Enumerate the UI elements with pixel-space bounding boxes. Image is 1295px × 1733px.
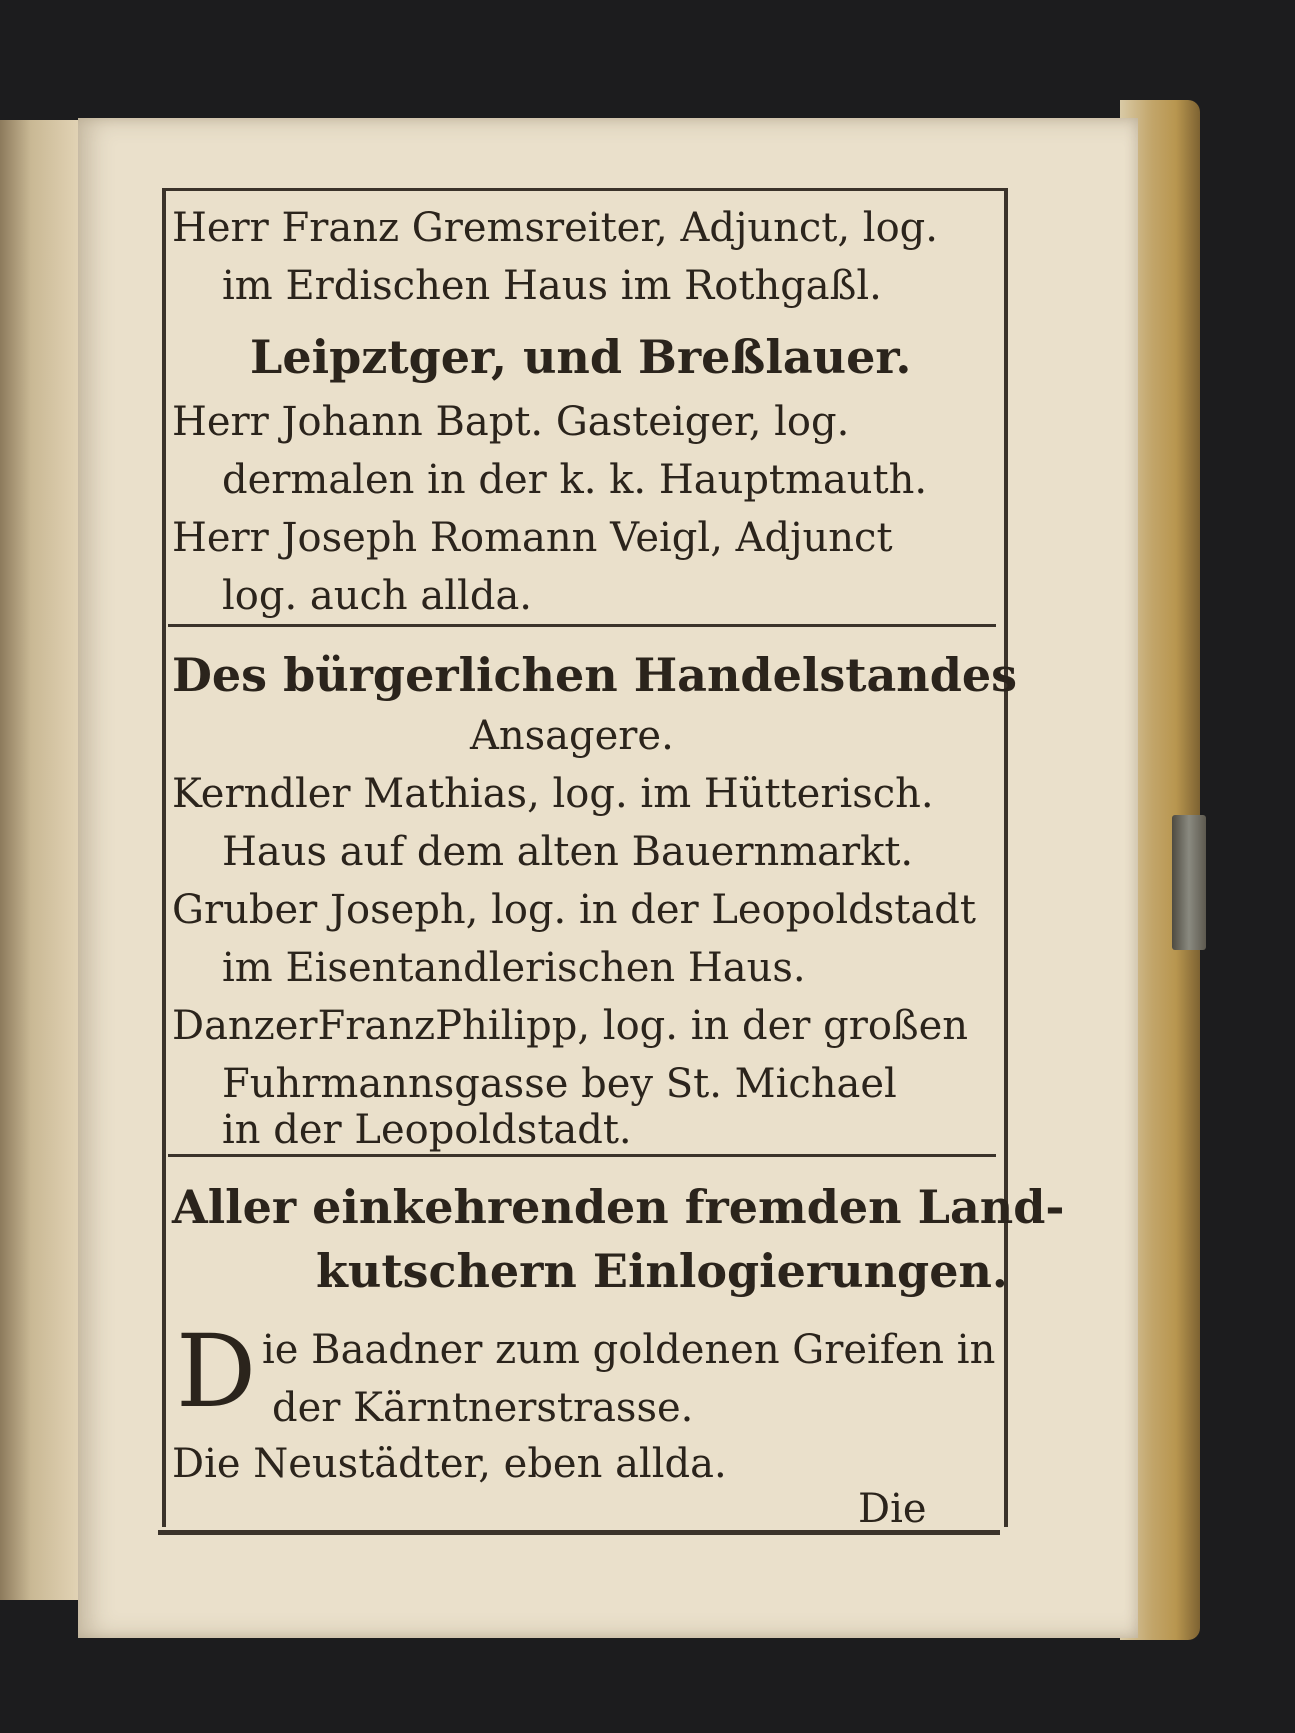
text-line-15: Fuhrmannsgasse bey St. Michael <box>222 1061 897 1107</box>
text-line-21: Die Neustädter, eben allda. <box>172 1441 727 1487</box>
text-line-7: log. auch allda. <box>222 573 532 619</box>
text-line-11: Haus auf dem alten Bauernmarkt. <box>222 829 914 875</box>
text-line-4: Herr Johann Bapt. Gasteiger, log. <box>172 399 850 445</box>
section-rule-1 <box>168 624 996 627</box>
text-line-20: der Kärntnerstrasse. <box>272 1385 694 1431</box>
text-line-10: Kerndler Mathias, log. im Hütterisch. <box>172 771 934 817</box>
left-page-edge <box>0 120 88 1600</box>
text-line-13: im Eisentandlerischen Haus. <box>222 945 806 991</box>
text-line-1: Herr Franz Gremsreiter, Adjunct, log. <box>172 205 938 251</box>
text-line-6: Herr Joseph Romann Veigl, Adjunct <box>172 515 893 561</box>
section-heading-3-cont: kutschern Einlogierungen. <box>316 1244 1008 1298</box>
text-line-2: im Erdischen Haus im Rothgaßl. <box>222 263 882 309</box>
section-heading-1: Leipztger, und Breßlauer. <box>250 330 912 384</box>
section-heading-3: Aller einkehrenden fremden Land- <box>172 1180 1065 1234</box>
catchword: Die <box>858 1486 927 1532</box>
drop-cap: D <box>176 1313 257 1430</box>
section-subheading-2: Ansagere. <box>470 713 674 759</box>
metal-clasp <box>1172 815 1206 950</box>
text-line-12: Gruber Joseph, log. in der Leopoldstadt <box>172 887 976 933</box>
text-line-5: dermalen in der k. k. Hauptmauth. <box>222 457 928 503</box>
text-line-16: in der Leopoldstadt. <box>222 1107 632 1153</box>
section-rule-2 <box>168 1154 996 1157</box>
section-heading-2: Des bürgerlichen Handelstandes <box>172 648 1018 702</box>
text-line-19: ie Baadner zum goldenen Greifen in <box>262 1327 996 1373</box>
text-line-14: DanzerFranzPhilipp, log. in der großen <box>172 1003 969 1049</box>
